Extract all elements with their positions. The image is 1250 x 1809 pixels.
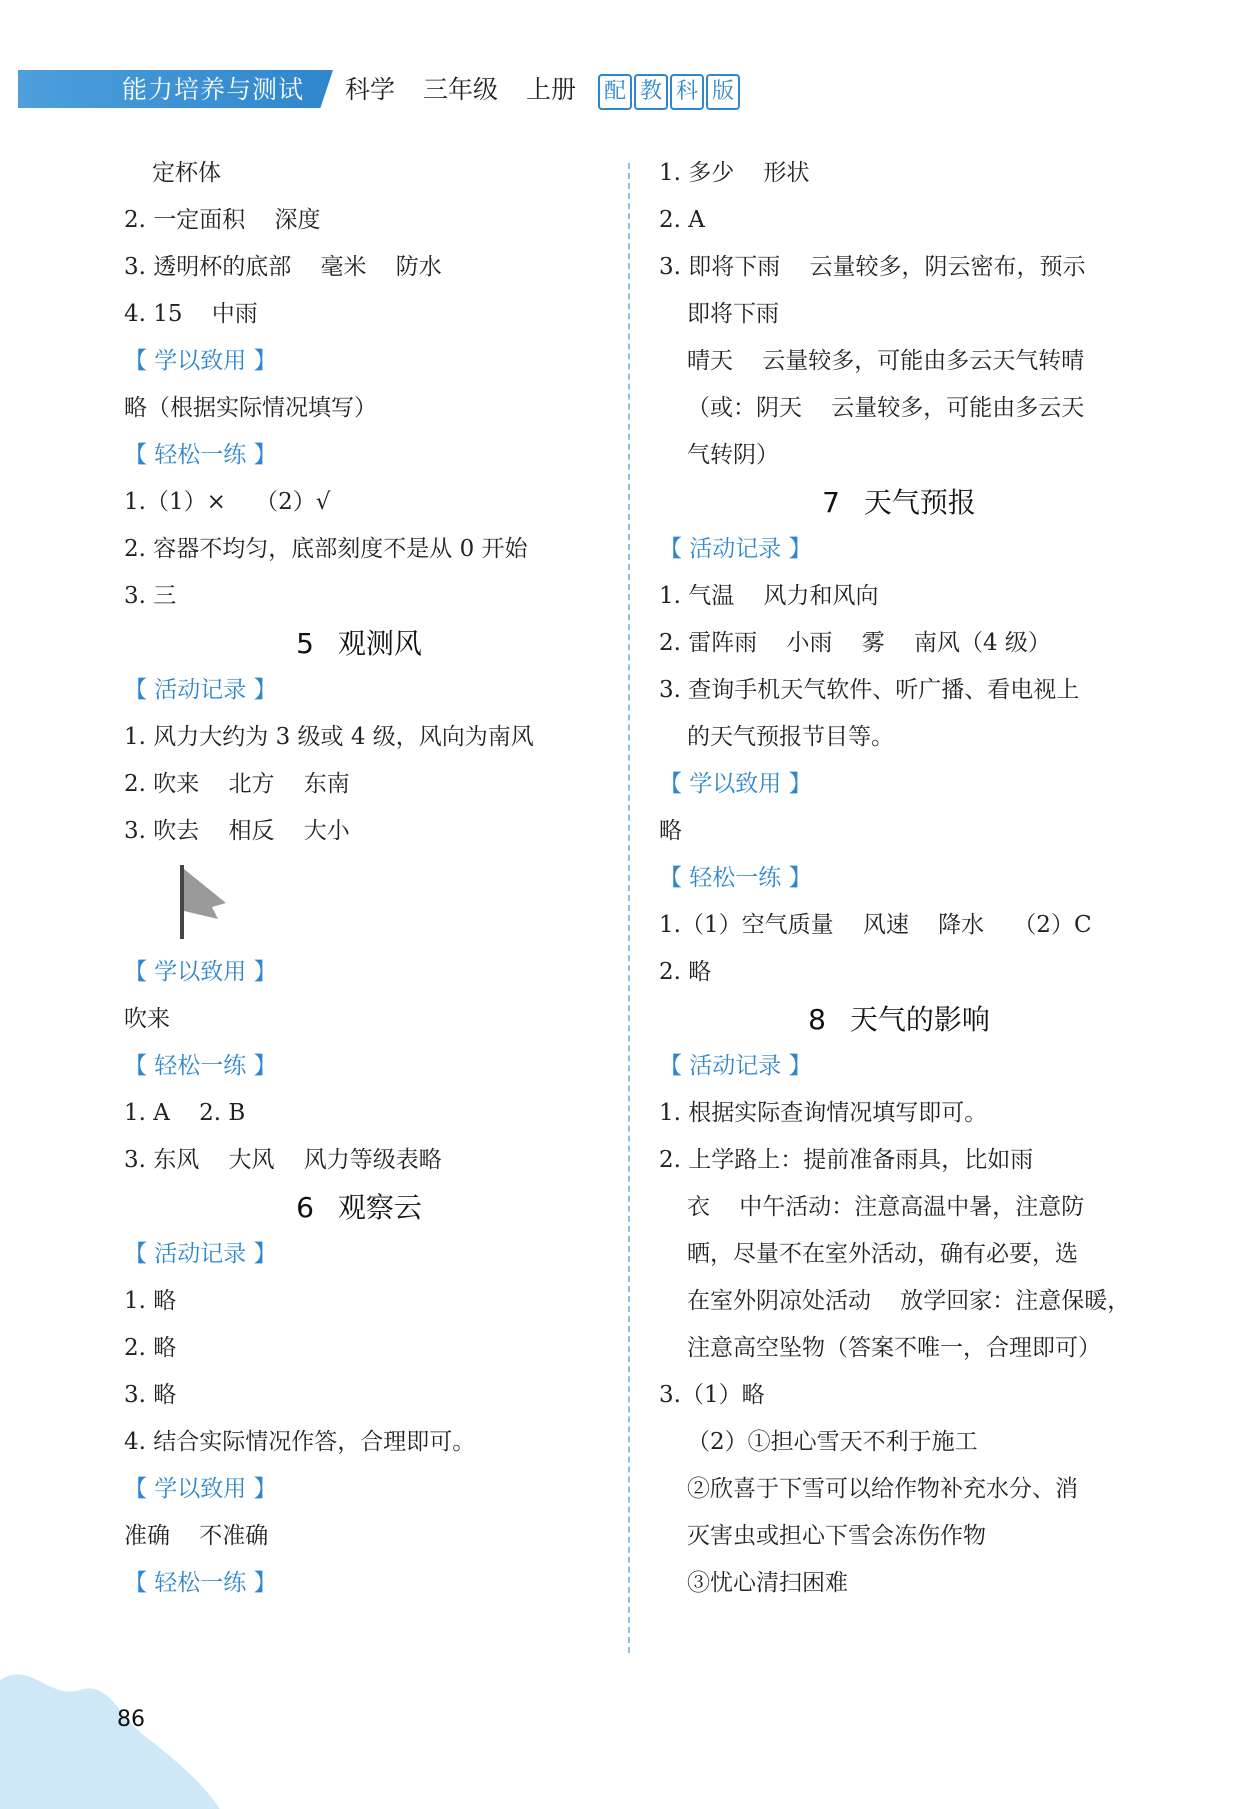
answer-line-continued: 在室外阴凉处活动 放学回家：注意保暖， — [687, 1288, 1131, 1314]
answer-line-continued: 衣 中午活动：注意高温中暑，注意防 — [687, 1194, 1085, 1220]
answer-line: 略（根据实际情况填写） — [124, 395, 377, 421]
wind-flag-icon — [174, 863, 234, 943]
section-heading: 【 轻松一练 】 — [124, 1053, 277, 1079]
lesson-number: 6 — [296, 1191, 314, 1224]
page-number: 86 — [117, 1707, 145, 1732]
answer-line: 略 — [659, 818, 682, 844]
answer-line: 4. 15 中雨 — [124, 301, 258, 327]
lesson-title — [124, 620, 594, 667]
answer-line: 2. 容器不均匀，底部刻度不是从 0 开始 — [124, 536, 528, 562]
answer-line: 2. 雷阵雨 小雨 雾 南风（4 级） — [659, 630, 1051, 656]
answer-line: 吹来 — [124, 1006, 170, 1032]
answer-line-continued: （2）①担心雪天不利于施工 — [687, 1429, 978, 1455]
section-heading: 【 学以致用 】 — [659, 771, 812, 797]
section-heading: 【 轻松一练 】 — [124, 1570, 277, 1596]
answer-line: 2. 上学路上：提前准备雨具，比如雨 — [659, 1147, 1034, 1173]
answer-line-continued: 灭害虫或担心下雪会冻伤作物 — [687, 1523, 986, 1549]
column-divider — [628, 163, 630, 1653]
answer-line-continued: （或：阴天 云量较多，可能由多云天 — [687, 395, 1085, 421]
answer-line: 2. 略 — [659, 959, 712, 985]
answer-line: 3. 东风 大风 风力等级表略 — [124, 1147, 442, 1173]
answer-line: 1. 根据实际查询情况填写即可。 — [659, 1100, 988, 1126]
answer-line-continued: 即将下雨 — [687, 301, 779, 327]
answer-line: 1.（1）空气质量 风速 降水 （2）C — [659, 912, 1092, 938]
right-column — [659, 150, 1139, 1607]
lesson-title — [659, 996, 1139, 1043]
answer-line: 2. A — [659, 207, 705, 233]
section-heading: 【 活动记录 】 — [124, 1241, 277, 1267]
answer-line: 1. 多少 形状 — [659, 160, 810, 186]
lesson-name: 天气预报 — [863, 486, 976, 519]
section-heading: 【 学以致用 】 — [124, 959, 277, 985]
edition-badge — [598, 74, 740, 110]
answer-line: 1. A 2. B — [124, 1100, 246, 1126]
header-meta — [345, 72, 576, 108]
section-heading: 【 学以致用 】 — [124, 348, 277, 374]
left-column — [124, 150, 594, 1607]
lesson-name: 天气的影响 — [849, 1003, 990, 1036]
answer-line-continued: 晒，尽量不在室外活动，确有必要，选 — [687, 1241, 1078, 1267]
section-heading: 【 活动记录 】 — [659, 1053, 812, 1079]
answer-line-continued: 定杯体 — [152, 160, 221, 186]
book-series-title: 能力培养与测试 — [122, 75, 305, 104]
edition-char: 配 — [598, 74, 632, 110]
answer-line: 3. 即将下雨 云量较多，阴云密布，预示 — [659, 254, 1086, 280]
answer-line: 3. 三 — [124, 583, 177, 609]
grade-label: 三年级 — [423, 75, 499, 104]
lesson-number: 5 — [296, 627, 314, 660]
answer-line: 3. 略 — [124, 1382, 177, 1408]
subject-label: 科学 — [345, 75, 396, 104]
answer-line: 2. 略 — [124, 1335, 177, 1361]
answer-line: 1. 气温 风力和风向 — [659, 583, 879, 609]
section-heading: 【 活动记录 】 — [124, 677, 277, 703]
lesson-number: 8 — [808, 1003, 826, 1036]
answer-line: 准确 不准确 — [124, 1523, 269, 1549]
edition-char: 版 — [706, 74, 740, 110]
answer-line: 3.（1）略 — [659, 1382, 765, 1408]
answer-line: 3. 吹去 相反 大小 — [124, 818, 350, 844]
edition-char: 科 — [670, 74, 704, 110]
answer-line: 4. 结合实际情况作答，合理即可。 — [124, 1429, 476, 1455]
answer-line-continued: 注意高空坠物（答案不唯一，合理即可） — [687, 1335, 1101, 1361]
answer-line: 2. 吹来 北方 东南 — [124, 771, 350, 797]
answer-line: 1. 风力大约为 3 级或 4 级，风向为南风 — [124, 724, 534, 750]
section-heading: 【 轻松一练 】 — [659, 865, 812, 891]
answer-line-continued: ②欣喜于下雪可以给作物补充水分、消 — [687, 1476, 1078, 1502]
answer-line-continued: ③忧心清扫困难 — [687, 1570, 848, 1596]
lesson-name: 观察云 — [337, 1191, 422, 1224]
lesson-name: 观测风 — [337, 627, 422, 660]
answer-line: 3. 透明杯的底部 毫米 防水 — [124, 254, 442, 280]
answer-line: 1.（1）× （2）√ — [124, 489, 331, 515]
lesson-title — [124, 1184, 594, 1231]
answer-line: 3. 查询手机天气软件、听广播、看电视上 — [659, 677, 1080, 703]
lesson-title — [659, 479, 1139, 526]
page-corner-wave — [0, 1660, 220, 1809]
wind-flag-figure — [124, 855, 594, 949]
answer-line: 1. 略 — [124, 1288, 177, 1314]
lesson-number: 7 — [822, 486, 840, 519]
answer-line: 2. 一定面积 深度 — [124, 207, 321, 233]
answer-line-continued: 的天气预报节目等。 — [687, 724, 894, 750]
section-heading: 【 学以致用 】 — [124, 1476, 277, 1502]
answer-line-continued: 晴天 云量较多，可能由多云天气转晴 — [687, 348, 1085, 374]
answer-line-continued: 气转阴） — [687, 442, 779, 468]
section-heading: 【 轻松一练 】 — [124, 442, 277, 468]
edition-char: 教 — [634, 74, 668, 110]
volume-label: 上册 — [526, 75, 577, 104]
section-heading: 【 活动记录 】 — [659, 536, 812, 562]
